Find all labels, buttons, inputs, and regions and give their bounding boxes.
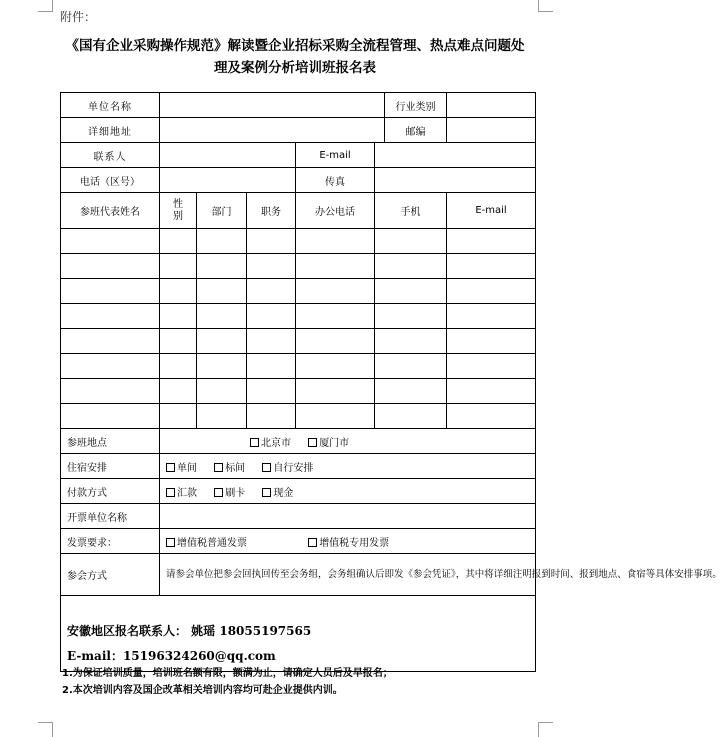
postcode-field[interactable] bbox=[447, 118, 536, 143]
industry-field[interactable] bbox=[447, 93, 536, 118]
page-title-line1: 《国有企业采购操作规范》解读暨企业招标采购全流程管理、热点难点问题处 bbox=[65, 38, 525, 54]
method-text: 请参会单位把参会回执回传至会务组，会务组确认后即发《参会凭证》，其中将详细注明报到时间、报到地点、食宿等具体安排事项。 bbox=[160, 554, 536, 596]
method-label: 参会方式 bbox=[61, 554, 160, 596]
invoice-option-special[interactable]: 增值税专用发票 bbox=[308, 538, 389, 549]
row-invoice-req bbox=[61, 529, 536, 554]
participant-row[interactable] bbox=[61, 354, 536, 379]
payment-label: 付款方式 bbox=[61, 479, 160, 504]
row-unit-name bbox=[61, 93, 536, 118]
row-payment bbox=[61, 479, 536, 504]
invoice-unit-label: 开票单位名称 bbox=[61, 504, 160, 529]
checkbox-icon bbox=[214, 463, 223, 472]
lodging-option-standard[interactable]: 标间 bbox=[214, 463, 245, 474]
lodging-option-self[interactable]: 自行安排 bbox=[262, 463, 313, 474]
checkbox-icon bbox=[166, 463, 175, 472]
row-participants-header bbox=[61, 193, 536, 229]
participant-row[interactable] bbox=[61, 379, 536, 404]
email-field[interactable] bbox=[375, 143, 536, 168]
contact-line-1: 安徽地区报名联系人： 姚瑶 18055197565 bbox=[67, 624, 312, 638]
row-invoice-unit bbox=[61, 504, 536, 529]
address-label: 详细地址 bbox=[61, 118, 160, 143]
checkbox-icon bbox=[214, 488, 223, 497]
checkbox-icon bbox=[308, 438, 317, 447]
contact-person-label: 联系人 bbox=[61, 143, 160, 168]
checkbox-icon bbox=[262, 463, 271, 472]
crop-mark-bottom-right bbox=[538, 722, 553, 737]
participant-row[interactable] bbox=[61, 279, 536, 304]
invoice-req-label: 发票要求： bbox=[61, 529, 160, 554]
address-field[interactable] bbox=[160, 118, 385, 143]
participant-row[interactable] bbox=[61, 404, 536, 429]
phone-label: 电话（区号） bbox=[61, 168, 160, 193]
invoice-option-general[interactable]: 增值税普通发票 bbox=[166, 538, 247, 549]
gender-header: 性别 bbox=[160, 193, 197, 229]
invoice-unit-field[interactable] bbox=[160, 504, 536, 529]
checkbox-icon bbox=[166, 488, 175, 497]
participant-row[interactable] bbox=[61, 229, 536, 254]
payment-option-card[interactable]: 刷卡 bbox=[214, 488, 245, 499]
phone-field[interactable] bbox=[160, 168, 296, 193]
location-label: 参班地点 bbox=[61, 429, 160, 454]
contact-person-field[interactable] bbox=[160, 143, 296, 168]
row-method bbox=[61, 554, 536, 596]
row-location bbox=[61, 429, 536, 454]
checkbox-icon bbox=[262, 488, 271, 497]
footnote-2: 2.本次培训内容及国企改革相关培训内容均可赴企业提供内训。 bbox=[62, 685, 343, 696]
crop-mark-bottom-left bbox=[38, 722, 53, 737]
participant-name-header: 参班代表姓名 bbox=[61, 193, 160, 229]
crop-mark-top-left bbox=[38, 0, 53, 12]
footnote-1: 1.为保证培训质量，培训班名额有限，额满为止，请确定人员后及早报名； bbox=[62, 668, 393, 679]
attachment-label: 附件： bbox=[60, 10, 97, 24]
lodging-label: 住宿安排 bbox=[61, 454, 160, 479]
fax-label: 传真 bbox=[296, 168, 375, 193]
participant-row[interactable] bbox=[61, 304, 536, 329]
fax-field[interactable] bbox=[375, 168, 536, 193]
participant-row[interactable] bbox=[61, 254, 536, 279]
row-address bbox=[61, 118, 536, 143]
contact-line-2: E-mail：15196324260@qq.com bbox=[67, 649, 276, 663]
mobile-header: 手机 bbox=[375, 193, 447, 229]
industry-label: 行业类别 bbox=[385, 93, 447, 118]
email-label: E-mail bbox=[296, 143, 375, 168]
unit-name-field[interactable] bbox=[160, 93, 385, 118]
checkbox-icon bbox=[250, 438, 259, 447]
location-option-beijing[interactable]: 北京市 bbox=[250, 438, 291, 449]
unit-name-label: 单位名称 bbox=[61, 93, 160, 118]
position-header: 职务 bbox=[247, 193, 296, 229]
payment-option-transfer[interactable]: 汇款 bbox=[166, 488, 197, 499]
row-lodging bbox=[61, 454, 536, 479]
page-title-line2: 理及案例分析培训班报名表 bbox=[214, 60, 376, 76]
participant-row[interactable] bbox=[61, 329, 536, 354]
registration-form bbox=[60, 92, 722, 672]
department-header: 部门 bbox=[197, 193, 247, 229]
postcode-label: 邮编 bbox=[385, 118, 447, 143]
crop-mark-top-right bbox=[538, 0, 553, 12]
location-option-xiamen[interactable]: 厦门市 bbox=[308, 438, 349, 449]
row-phone bbox=[61, 168, 536, 193]
lodging-option-single[interactable]: 单间 bbox=[166, 463, 197, 474]
checkbox-icon bbox=[308, 538, 317, 547]
checkbox-icon bbox=[166, 538, 175, 547]
row-contact bbox=[61, 143, 536, 168]
participant-email-header: E-mail bbox=[447, 193, 536, 229]
payment-option-cash[interactable]: 现金 bbox=[262, 488, 293, 499]
office-phone-header: 办公电话 bbox=[296, 193, 375, 229]
row-contact-info bbox=[61, 596, 536, 672]
